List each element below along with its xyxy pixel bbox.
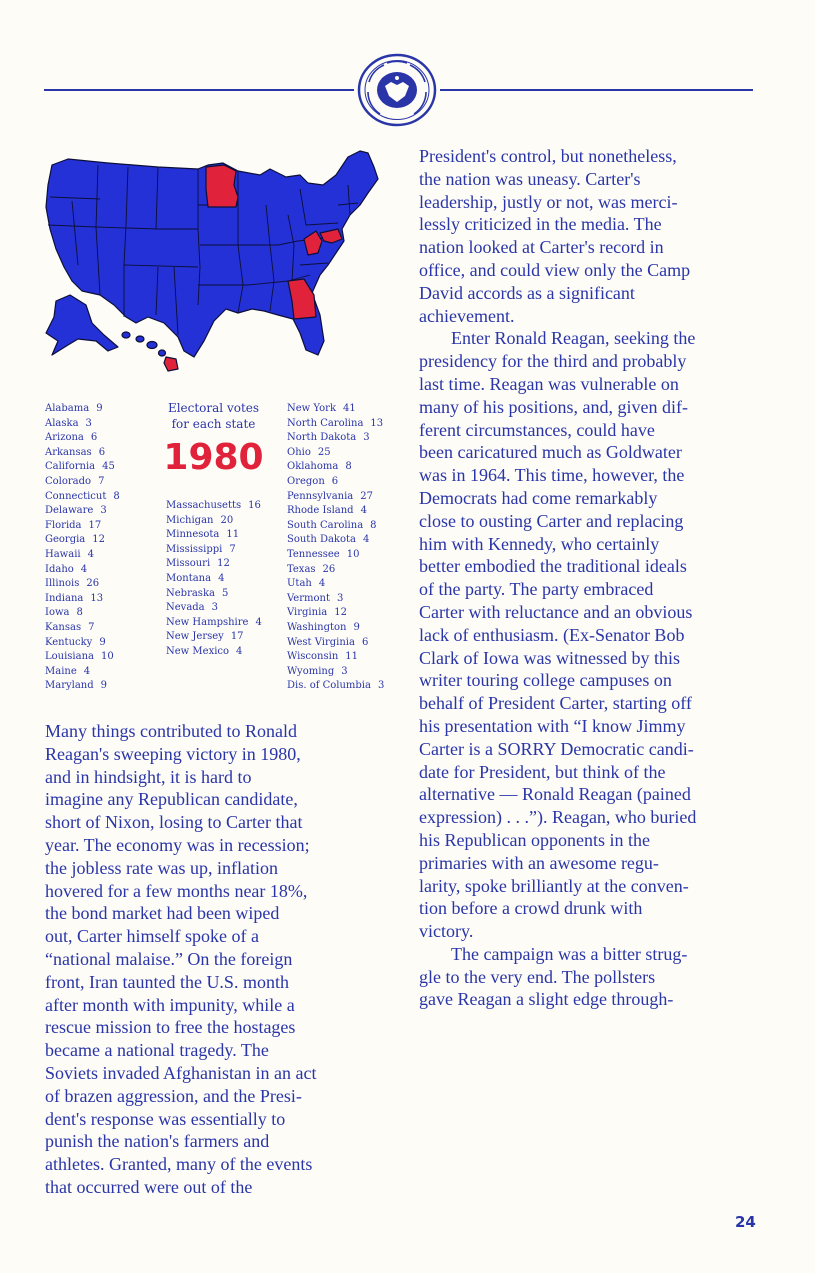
text-line: athletes. Granted, many of the events bbox=[45, 1154, 313, 1175]
state-votes: 3 bbox=[341, 665, 348, 677]
state-entry bbox=[45, 475, 120, 490]
text-line: gave Reagan a slight edge through- bbox=[419, 989, 674, 1010]
state-entry bbox=[166, 616, 262, 631]
text-line: Many things contributed to Ronald bbox=[45, 721, 297, 741]
text-line: many of his positions, and, given dif- bbox=[419, 396, 688, 417]
text-line: The campaign was a bitter strug- bbox=[451, 943, 688, 964]
state-name: Nevada bbox=[166, 602, 205, 614]
text-line: rescue mission to free the hostages bbox=[45, 1017, 296, 1038]
text-line: lack of enthusiasm. (Ex-Senator Bob bbox=[419, 624, 685, 645]
state-votes: 9 bbox=[100, 680, 108, 692]
state-entry bbox=[45, 446, 120, 461]
state-entry bbox=[287, 504, 384, 519]
state-name: California bbox=[45, 461, 96, 473]
state-name: South Dakota bbox=[287, 534, 356, 546]
state-votes: 10 bbox=[101, 651, 114, 663]
state-entry bbox=[287, 636, 384, 651]
state-votes: 4 bbox=[318, 578, 326, 590]
state-entry bbox=[45, 665, 120, 680]
electoral-votes-label-line1: Electoral votes bbox=[167, 401, 260, 415]
text-line: behalf of President Carter, starting off bbox=[419, 693, 692, 714]
state-name: North Carolina bbox=[287, 417, 364, 429]
text-line: hovered for a few months near 18%, bbox=[45, 880, 308, 901]
state-votes: 11 bbox=[345, 651, 358, 663]
state-name: Florida bbox=[45, 519, 82, 531]
text-line: dent's response was essentially to bbox=[45, 1108, 286, 1129]
state-name: Dis. of Columbia bbox=[287, 680, 371, 692]
state-entry bbox=[287, 548, 384, 563]
state-name: Oregon bbox=[287, 475, 325, 487]
state-name: Kentucky bbox=[45, 636, 93, 648]
state-name: New Mexico bbox=[166, 645, 230, 657]
state-entry bbox=[166, 645, 262, 660]
text-line: lessly criticized in the media. The bbox=[419, 214, 662, 235]
state-votes: 9 bbox=[96, 403, 103, 414]
state-votes: 27 bbox=[360, 490, 374, 502]
electoral-votes-label-line2: for each state bbox=[171, 417, 256, 431]
text-line: leadership, justly or not, was merci- bbox=[419, 191, 678, 212]
state-entry bbox=[45, 504, 120, 519]
text-line: “national malaise.” On the foreign bbox=[45, 948, 293, 969]
text-line: victory. bbox=[419, 921, 474, 942]
text-line: office, and could view only the Camp bbox=[419, 259, 691, 280]
state-votes: 16 bbox=[248, 500, 261, 511]
state-name: Utah bbox=[287, 578, 312, 590]
state-votes: 8 bbox=[345, 461, 352, 473]
state-entry bbox=[45, 679, 120, 694]
text-line: date for President, but think of the bbox=[419, 761, 666, 782]
state-entry bbox=[166, 528, 262, 543]
text-line: Clark of Iowa was witnessed by this bbox=[419, 647, 680, 668]
text-line: imagine any Republican candidate, bbox=[45, 789, 298, 810]
text-line: Carter with reluctance and an obvious bbox=[419, 601, 693, 622]
state-votes: 4 bbox=[83, 665, 91, 677]
state-votes: 8 bbox=[76, 607, 83, 619]
state-entry bbox=[287, 460, 384, 475]
state-name: Alaska bbox=[45, 417, 79, 429]
electoral-votes-list-2 bbox=[166, 499, 262, 660]
paragraph bbox=[419, 943, 764, 1011]
text-line: expression) . . .”). Reagan, who buried bbox=[419, 807, 697, 828]
state-votes: 12 bbox=[217, 558, 230, 570]
state-votes: 6 bbox=[90, 432, 98, 444]
state-name: Ohio bbox=[287, 446, 311, 458]
state-name: Massachusetts bbox=[166, 500, 242, 511]
state-name: Vermont bbox=[287, 592, 330, 604]
text-line: him with Kennedy, who certainly bbox=[419, 533, 660, 554]
text-line: gle to the very end. The pollsters bbox=[419, 966, 656, 987]
state-entry bbox=[166, 557, 262, 572]
state-name: Minnesota bbox=[166, 529, 220, 541]
state-name: New York bbox=[287, 403, 336, 414]
text-line: and in hindsight, it is hard to bbox=[45, 766, 252, 787]
state-name: Idaho bbox=[45, 563, 74, 575]
state-name: Wyoming bbox=[287, 665, 335, 677]
electoral-votes-list-3 bbox=[287, 402, 384, 694]
state-entry bbox=[287, 402, 384, 417]
text-line: presidency for the third and probably bbox=[419, 351, 687, 372]
text-line: year. The economy was in recession; bbox=[45, 834, 310, 855]
state-entry bbox=[287, 417, 384, 432]
text-line: Soviets invaded Afghanistan in an act bbox=[45, 1062, 317, 1083]
text-line: Democrats had come remarkably bbox=[419, 487, 658, 508]
state-entry bbox=[45, 431, 120, 446]
state-name: Delaware bbox=[45, 505, 94, 517]
state-entry bbox=[287, 446, 384, 461]
state-votes: 6 bbox=[361, 636, 369, 648]
state-name: Nebraska bbox=[166, 587, 215, 599]
state-votes: 7 bbox=[229, 543, 236, 555]
state-name: North Dakota bbox=[287, 432, 357, 444]
state-name: Alabama bbox=[45, 403, 90, 414]
state-entry bbox=[166, 499, 262, 514]
state-name: South Carolina bbox=[287, 519, 364, 531]
state-entry bbox=[287, 431, 384, 446]
state-entry bbox=[45, 592, 120, 607]
state-entry bbox=[45, 636, 120, 651]
us-electoral-map-icon bbox=[38, 145, 388, 375]
state-votes: 7 bbox=[98, 475, 105, 487]
state-name: Hawaii bbox=[45, 548, 81, 560]
state-votes: 26 bbox=[86, 578, 100, 590]
state-votes: 8 bbox=[370, 519, 377, 531]
state-name: New Jersey bbox=[166, 631, 224, 643]
text-line: became a national tragedy. The bbox=[45, 1040, 269, 1061]
state-votes: 3 bbox=[85, 417, 92, 429]
state-name: Rhode Island bbox=[287, 505, 354, 517]
state-name: Illinois bbox=[45, 578, 80, 590]
state-name: Montana bbox=[166, 572, 212, 584]
state-name: Oklahoma bbox=[287, 461, 339, 473]
state-votes: 5 bbox=[221, 587, 229, 599]
state-name: Maryland bbox=[45, 680, 94, 692]
electoral-votes-list-1 bbox=[45, 402, 120, 694]
body-text-left-column bbox=[45, 720, 390, 1199]
state-votes: 11 bbox=[226, 529, 240, 541]
state-votes: 4 bbox=[360, 505, 367, 517]
state-entry bbox=[166, 587, 262, 602]
state-votes: 17 bbox=[88, 519, 102, 531]
text-line: that occurred were out of the bbox=[45, 1176, 253, 1197]
presidential-seal-icon bbox=[356, 52, 438, 128]
state-entry bbox=[45, 563, 120, 578]
state-entry bbox=[166, 630, 262, 645]
state-votes: 9 bbox=[99, 636, 106, 648]
state-name: Arizona bbox=[45, 432, 84, 444]
state-entry bbox=[287, 519, 384, 534]
state-entry bbox=[287, 650, 384, 665]
text-line: achievement. bbox=[419, 305, 515, 326]
text-line: Reagan's sweeping victory in 1980, bbox=[45, 743, 301, 764]
state-votes: 3 bbox=[363, 432, 370, 444]
state-votes: 4 bbox=[87, 548, 94, 560]
text-line: the nation was uneasy. Carter's bbox=[419, 168, 641, 189]
state-entry bbox=[166, 543, 262, 558]
state-votes: 4 bbox=[80, 563, 88, 575]
state-name: Colorado bbox=[45, 475, 92, 487]
state-votes: 8 bbox=[113, 490, 120, 502]
state-votes: 41 bbox=[343, 403, 356, 414]
state-name: Kansas bbox=[45, 621, 82, 633]
state-entry bbox=[45, 577, 120, 592]
state-votes: 10 bbox=[346, 548, 360, 560]
state-votes: 4 bbox=[363, 534, 370, 546]
header-rule-left bbox=[44, 89, 354, 91]
state-votes: 4 bbox=[255, 616, 262, 628]
state-entry bbox=[45, 402, 120, 417]
state-entry bbox=[287, 592, 384, 607]
state-name: Mississippi bbox=[166, 543, 223, 555]
text-line: the bond market had been wiped bbox=[45, 903, 280, 924]
state-votes: 4 bbox=[218, 572, 225, 584]
text-line: of brazen aggression, and the Presi- bbox=[45, 1085, 302, 1106]
text-line: the jobless rate was up, inflation bbox=[45, 857, 278, 878]
state-votes: 3 bbox=[377, 680, 385, 692]
state-name: West Virginia bbox=[287, 636, 355, 648]
state-entry bbox=[45, 490, 120, 505]
state-name: Connecticut bbox=[45, 490, 107, 502]
state-votes: 3 bbox=[336, 592, 344, 604]
state-entry bbox=[287, 475, 384, 490]
state-entry bbox=[45, 519, 120, 534]
state-name: Pennsylvania bbox=[287, 490, 354, 502]
state-votes: 3 bbox=[211, 602, 219, 614]
state-name: Missouri bbox=[166, 558, 211, 570]
state-entry bbox=[287, 679, 384, 694]
text-line: Carter is a SORRY Democratic candi- bbox=[419, 738, 694, 759]
state-entry bbox=[287, 490, 384, 505]
text-line: front, Iran taunted the U.S. month bbox=[45, 971, 289, 992]
text-line: Enter Ronald Reagan, seeking the bbox=[451, 328, 696, 349]
state-votes: 20 bbox=[220, 514, 234, 526]
state-entry bbox=[45, 650, 120, 665]
text-line: last time. Reagan was vulnerable on bbox=[419, 373, 679, 394]
state-entry bbox=[287, 563, 384, 578]
state-name: Washington bbox=[287, 621, 347, 633]
text-line: out, Carter himself spoke of a bbox=[45, 926, 259, 947]
state-votes: 7 bbox=[88, 621, 95, 633]
state-name: Texas bbox=[287, 563, 316, 575]
page-number: 24 bbox=[735, 1213, 756, 1231]
text-line: close to ousting Carter and replacing bbox=[419, 510, 684, 531]
text-line: alternative — Ronald Reagan (pained bbox=[419, 784, 691, 805]
header-rule-right bbox=[440, 89, 753, 91]
state-name: Georgia bbox=[45, 534, 86, 546]
state-name: Iowa bbox=[45, 607, 70, 619]
state-entry bbox=[45, 533, 120, 548]
state-votes: 13 bbox=[90, 592, 104, 604]
state-name: Indiana bbox=[45, 592, 84, 604]
text-line: President's control, but nonetheless, bbox=[419, 146, 677, 166]
paragraph bbox=[45, 720, 390, 1199]
state-entry bbox=[166, 514, 262, 529]
state-entry bbox=[166, 572, 262, 587]
state-votes: 6 bbox=[331, 475, 339, 487]
state-name: Arkansas bbox=[45, 446, 92, 458]
state-entry bbox=[45, 606, 120, 621]
state-votes: 26 bbox=[322, 563, 336, 575]
state-votes: 12 bbox=[334, 607, 347, 619]
text-line: ferent circumstances, could have bbox=[419, 419, 655, 440]
state-entry bbox=[287, 665, 384, 680]
state-votes: 25 bbox=[317, 446, 331, 458]
text-line: better embodied the traditional ideals bbox=[419, 556, 687, 577]
state-entry bbox=[287, 621, 384, 636]
state-votes: 17 bbox=[230, 631, 244, 643]
electoral-votes-label bbox=[162, 400, 265, 432]
text-line: writer touring college campuses on bbox=[419, 670, 672, 691]
state-votes: 4 bbox=[236, 645, 243, 657]
text-line: primaries with an awesome regu- bbox=[419, 852, 659, 873]
state-entry bbox=[45, 417, 120, 432]
state-entry bbox=[45, 548, 120, 563]
state-name: Wisconsin bbox=[287, 651, 339, 663]
state-name: Louisiana bbox=[45, 651, 94, 663]
state-votes: 12 bbox=[92, 534, 106, 546]
state-name: Michigan bbox=[166, 514, 214, 526]
state-votes: 45 bbox=[102, 461, 115, 473]
text-line: his presentation with “I know Jimmy bbox=[419, 715, 686, 736]
state-votes: 9 bbox=[353, 621, 360, 633]
state-votes: 3 bbox=[100, 505, 107, 517]
state-entry bbox=[166, 601, 262, 616]
state-votes: 13 bbox=[370, 417, 384, 429]
body-text-right-column bbox=[419, 145, 764, 1011]
state-votes: 6 bbox=[98, 446, 106, 458]
state-name: Virginia bbox=[287, 607, 328, 619]
text-line: of the party. The party embraced bbox=[419, 579, 654, 600]
text-line: larity, spoke brilliantly at the conven- bbox=[419, 875, 689, 896]
state-entry bbox=[287, 533, 384, 548]
state-name: Maine bbox=[45, 665, 77, 677]
text-line: tion before a crowd drunk with bbox=[419, 898, 643, 919]
text-line: nation looked at Carter's record in bbox=[419, 237, 664, 258]
paragraph bbox=[419, 327, 764, 943]
text-line: was in 1964. This time, however, the bbox=[419, 465, 685, 486]
state-entry bbox=[287, 577, 384, 592]
text-line: short of Nixon, losing to Carter that bbox=[45, 812, 303, 833]
text-line: punish the nation's farmers and bbox=[45, 1131, 270, 1152]
state-entry bbox=[45, 460, 120, 475]
text-line: his Republican opponents in the bbox=[419, 829, 650, 850]
state-entry bbox=[287, 606, 384, 621]
text-line: after month with impunity, while a bbox=[45, 994, 295, 1015]
state-entry bbox=[45, 621, 120, 636]
text-line: been caricatured much as Goldwater bbox=[419, 442, 682, 463]
text-line: David accords as a significant bbox=[419, 282, 635, 303]
election-year: 1980 bbox=[163, 437, 264, 478]
paragraph bbox=[419, 145, 764, 327]
state-name: New Hampshire bbox=[166, 616, 249, 628]
state-name: Tennessee bbox=[287, 548, 340, 560]
